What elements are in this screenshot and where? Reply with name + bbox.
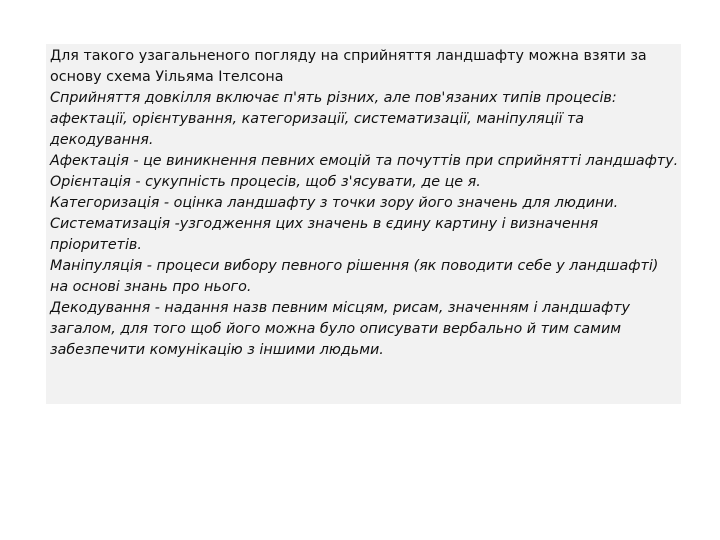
orientation-definition: Орієнтація - сукупність процесів, щоб з'ясувати, де це я. (50, 174, 481, 190)
decoding-definition: Декодування - надання назв певним місцям, рисам, значенням і ландшафту загалом, для того щоб його можна було описувати вербально й тим самим забезпечити комунікацію з іншими людьми. (50, 300, 631, 358)
processes-paragraph: Сприйняття довкілля включає п'ять різних, але пов'язаних типів процесів: афектації, орієнтування, категоризації, систематизації, маніпуляції та декодування. (50, 90, 617, 148)
systematization-definition: Систематизація -узгодження цих значень в єдину картину і визначення пріоритетів. (50, 216, 599, 253)
text-content (50, 46, 680, 361)
manipulation-definition: Маніпуляція - процеси вибору певного рішення (як поводити себе у ландшафті) на основі знань про нього. (50, 258, 659, 295)
categorization-definition: Категоризація - оцінка ландшафту з точки зору його значень для людини. (50, 195, 619, 211)
intro-paragraph: Для такого узагальненого погляду на сприйняття ландшафту можна взяти за основу схема Уільяма Ітелсона (50, 48, 647, 85)
affectation-definition: Афектація - це виникнення певних емоцій та почуттів при сприйнятті ландшафту. (50, 153, 679, 169)
